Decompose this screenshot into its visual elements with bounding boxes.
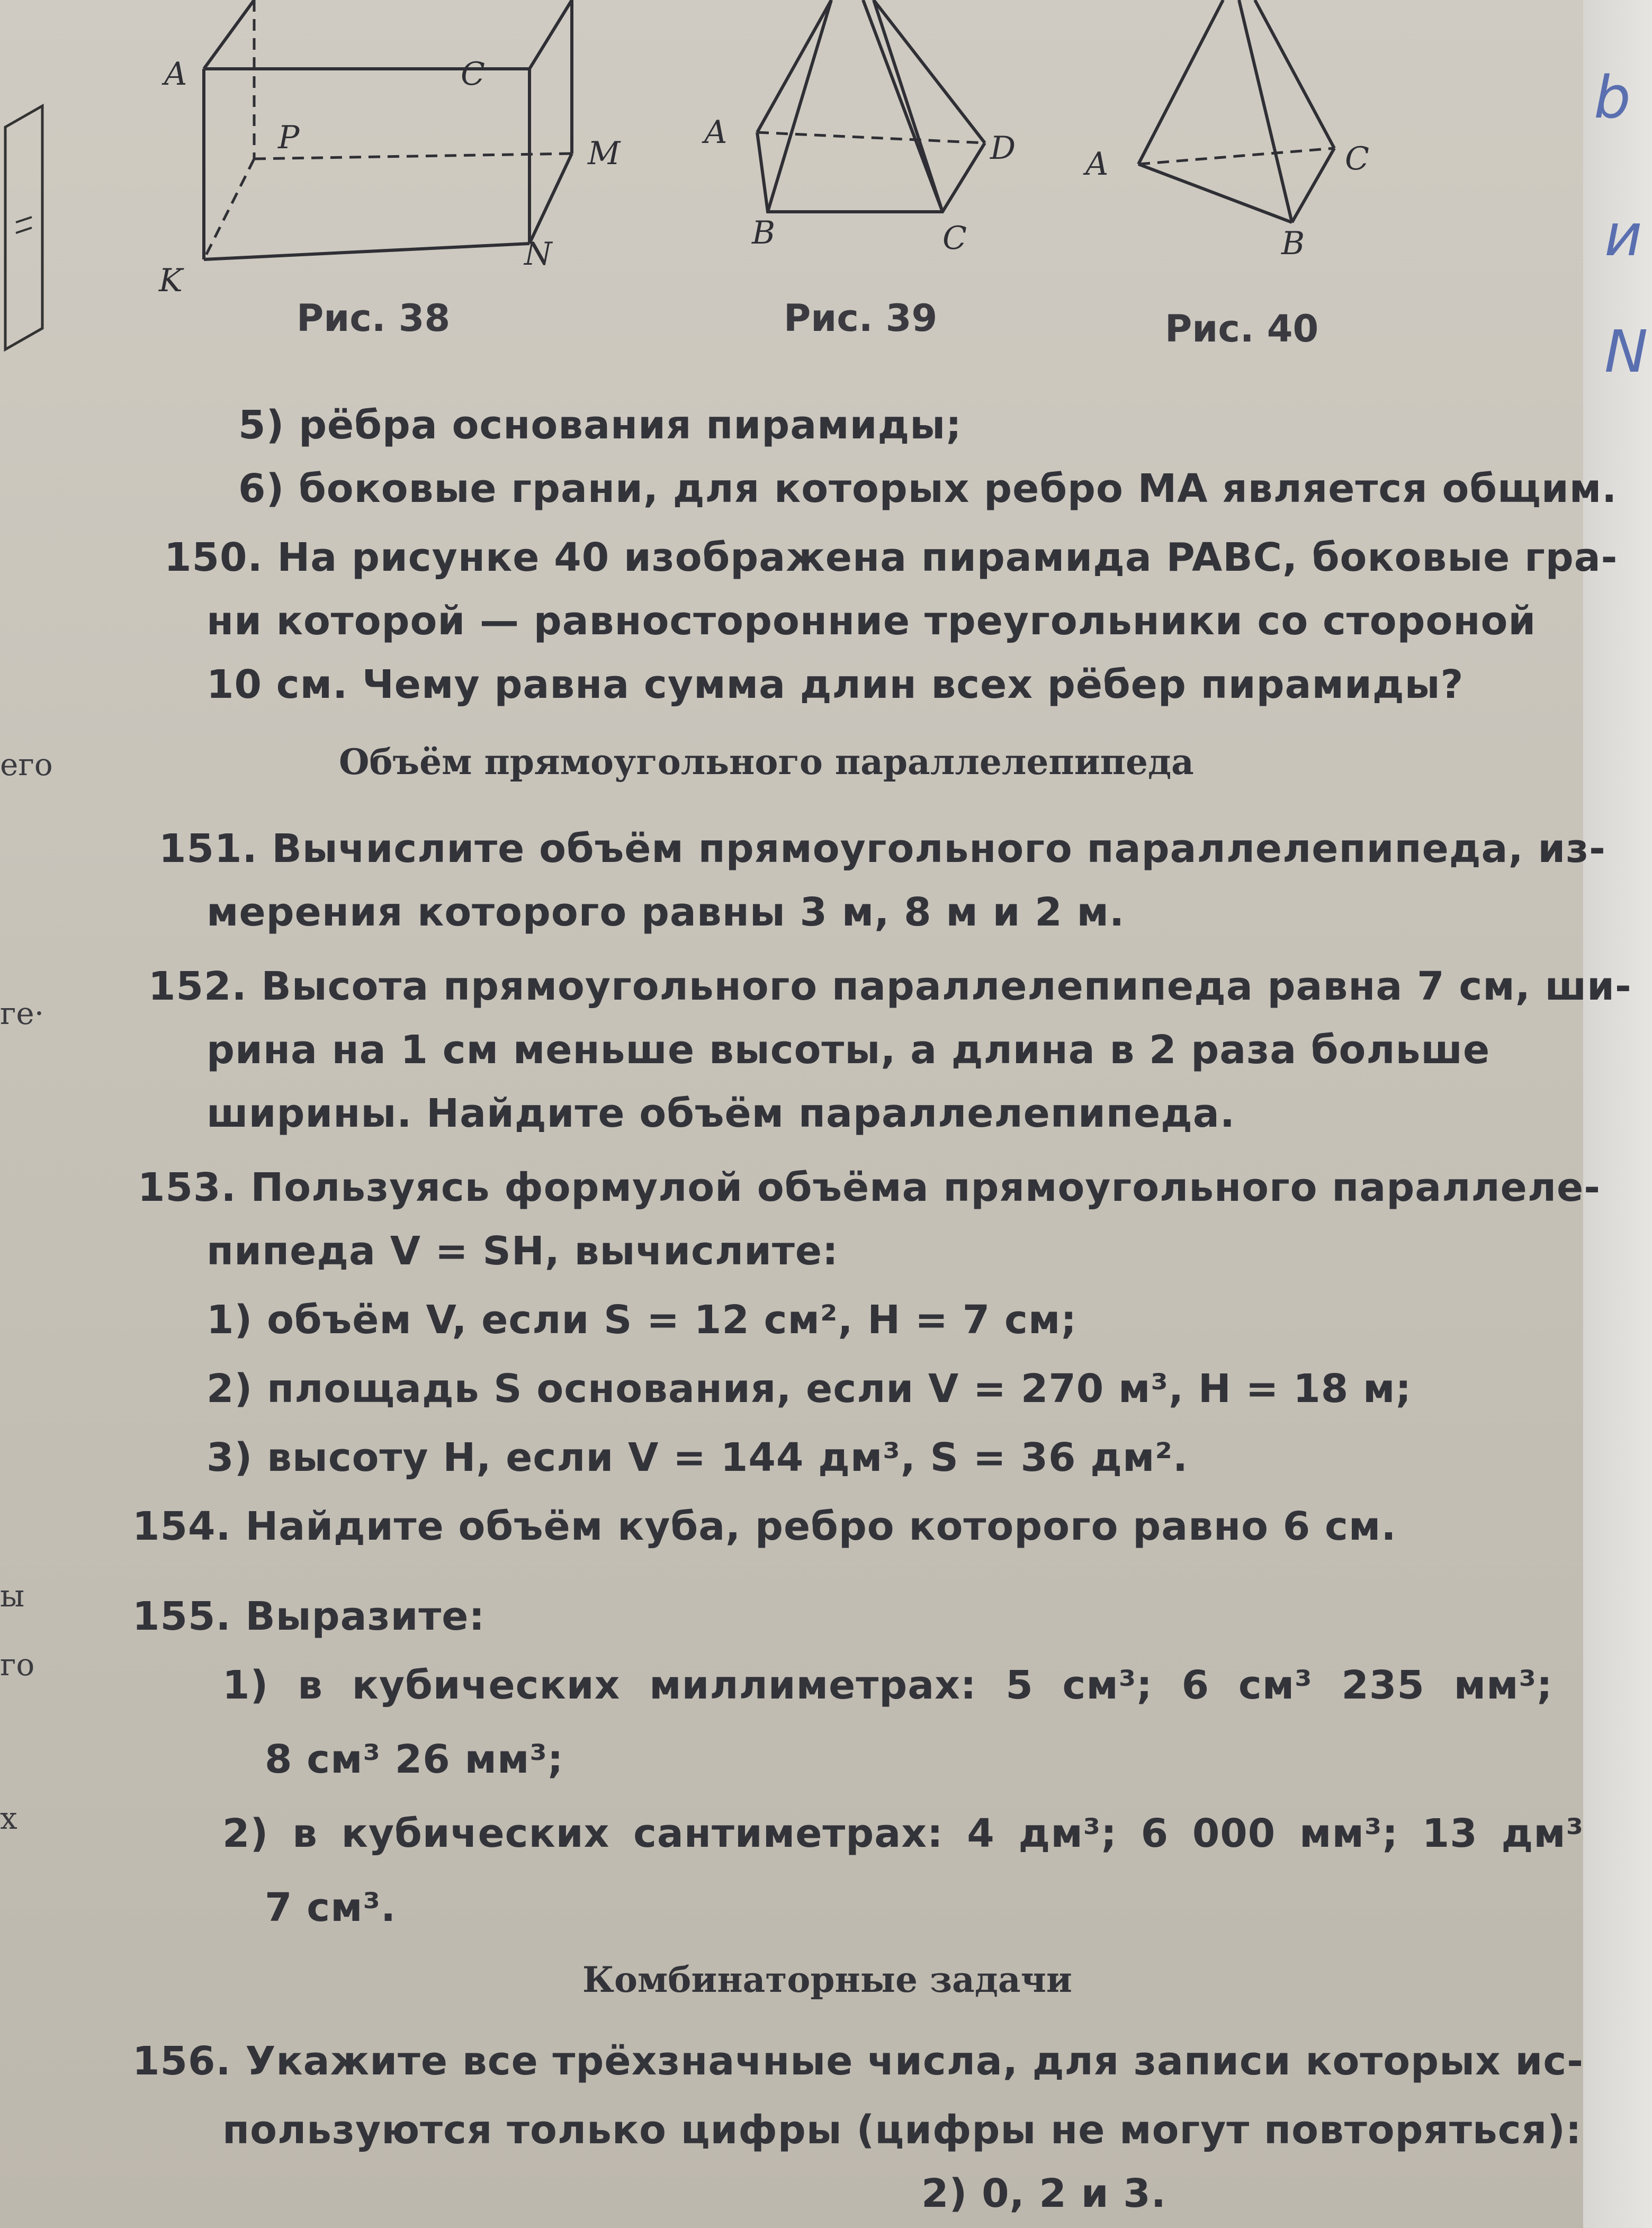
text-line: 5) рёбра основания пирамиды;	[238, 402, 962, 448]
exercise-155-item-2: 2) в кубических сантиметрах: 4 дм³; 6 000 мм³; 13 дм³	[222, 1811, 1584, 1856]
margin-fragment: его	[0, 747, 53, 783]
point-label-a: A	[164, 56, 187, 93]
point-label-c: C	[461, 56, 485, 93]
section-heading-volume: Объём прямоугольного параллелепипеда	[339, 741, 1194, 783]
point-label-c: C	[942, 220, 967, 257]
exercise-152: 152. Высота прямоугольного параллелепипеда равна 7 см, ши-	[148, 964, 1632, 1009]
text-line: 7 см³.	[265, 1885, 397, 1930]
margin-parallelogram-figure	[0, 95, 48, 371]
point-label-m: M	[588, 135, 621, 172]
text-line: 8 см³ 26 мм³;	[265, 1737, 564, 1782]
figure-40-caption: Рис. 40	[1165, 307, 1319, 351]
point-label-b: B	[1281, 225, 1305, 262]
figure-39-caption: Рис. 39	[784, 297, 938, 340]
handwriting-mark: N	[1604, 318, 1648, 385]
handwriting-mark: и	[1604, 201, 1642, 269]
exercise-151: 151. Вычислите объём прямоугольного параллелепипеда, из-	[159, 826, 1606, 872]
point-label-d: D	[990, 130, 1016, 167]
text-line: пользуются только цифры (цифры не могут повторяться):	[222, 2107, 1582, 2153]
point-label-a: A	[704, 114, 728, 151]
point-label-b: B	[752, 214, 776, 251]
margin-fragment: х	[0, 1800, 17, 1836]
point-label-n: N	[524, 236, 552, 273]
exercise-155: 155. Выразите:	[132, 1594, 486, 1639]
exercise-155-item-1: 1) в кубических миллиметрах: 5 см³; 6 см³ 235 мм³;	[222, 1663, 1553, 1708]
handwriting-mark: b	[1594, 64, 1631, 131]
exercise-153: 153. Пользуясь формулой объёма прямоугольного параллеле-	[138, 1165, 1601, 1210]
exercise-156-item-2: 2) 0, 2 и 3.	[921, 2171, 1166, 2216]
exercise-154: 154. Найдите объём куба, ребро которого равно 6 см.	[132, 1504, 1397, 1549]
text-line: мерения которого равны 3 м, 8 м и 2 м.	[206, 890, 1125, 935]
point-label-c: C	[1345, 140, 1369, 177]
text-line: ни которой — равносторонние треугольники со стороной	[206, 598, 1537, 644]
point-label-a: A	[1085, 146, 1109, 183]
exercise-153-item-3: 3) высоту H, если V = 144 дм³, S = 36 дм².	[206, 1435, 1188, 1480]
figure-38-caption: Рис. 38	[297, 297, 451, 340]
point-label-k: K	[159, 262, 183, 297]
text-line: рина на 1 см меньше высоты, а длина в 2 раза больше	[206, 1027, 1491, 1073]
margin-fragment: го	[0, 1647, 35, 1683]
margin-fragment: ы	[0, 1578, 25, 1614]
point-label-p: P	[278, 119, 300, 156]
figure-39-pyramid	[688, 0, 1048, 265]
text-line: ширины. Найдите объём параллелепипеда.	[206, 1091, 1235, 1136]
figure-40-pyramid	[1080, 0, 1424, 265]
exercise-153-item-1: 1) объём V, если S = 12 см², H = 7 см;	[206, 1297, 1077, 1343]
text-line: пипеда V = SH, вычислите:	[206, 1228, 839, 1274]
exercise-153-item-2: 2) площадь S основания, если V = 270 м³, H = 18 м;	[206, 1366, 1412, 1412]
figure-38-box	[148, 0, 625, 297]
text-line: 10 см. Чему равна сумма длин всех рёбер пирамиды?	[206, 662, 1464, 707]
exercise-150: 150. На рисунке 40 изображена пирамида PABC, боковые гра-	[164, 535, 1618, 580]
exercise-156: 156. Укажите все трёхзначные числа, для записи которых ис-	[132, 2038, 1584, 2084]
text-line: 6) боковые грани, для которых ребро МА является общим.	[238, 466, 1618, 511]
margin-fragment: ге·	[0, 995, 44, 1031]
section-heading-combinatorics: Комбинаторные задачи	[582, 1959, 1072, 2000]
